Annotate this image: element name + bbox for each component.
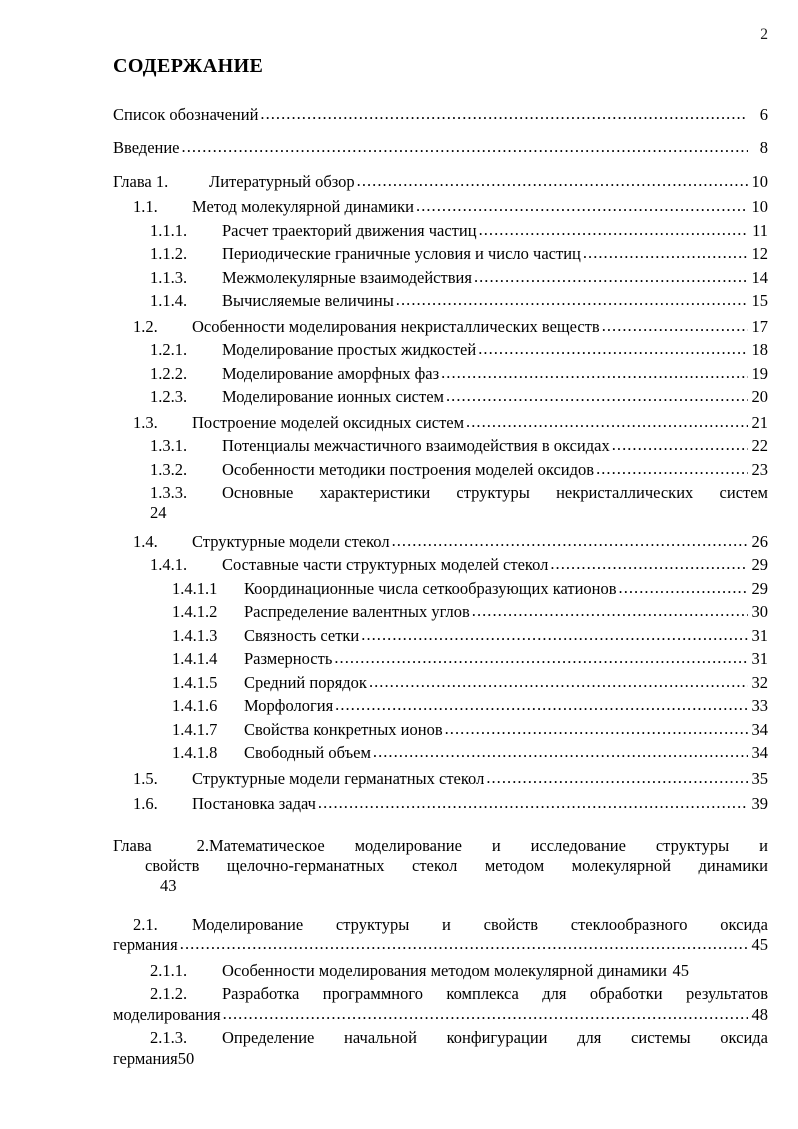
dot-leader (602, 316, 748, 335)
toc-entry-label: Постановка задач (192, 794, 316, 814)
toc-entry-number: 1.1.1. (150, 220, 188, 240)
toc-entry-number: Глава 2. (113, 835, 209, 855)
toc-entry-page: 45 (672, 960, 689, 980)
toc-entry-label: Структурные модели стекол (192, 531, 390, 551)
toc-entry-page: 34 (751, 719, 768, 739)
toc-entry-label: Потенциалы межчастичного взаимодействия в оксидах (222, 436, 610, 456)
dot-leader (335, 695, 748, 714)
toc-entry-number: 1.4.1.8 (172, 743, 218, 763)
toc-entry-label-line2: моделирования (113, 1004, 221, 1024)
toc-entry-1-3-3[interactable] (113, 483, 768, 524)
toc-entry-label: Список обозначений (113, 105, 259, 124)
toc-entry-page: 20 (751, 387, 768, 407)
toc-entry-label: Межмолекулярные взаимодействия (222, 267, 472, 287)
dot-leader (486, 768, 748, 787)
dot-leader (619, 578, 748, 597)
dot-leader (223, 1004, 748, 1023)
toc-entry-1-4-1-8[interactable] (113, 743, 768, 762)
toc-entry-page: 39 (751, 794, 768, 814)
toc-entry-label: Составные части структурных моделей стекол (222, 555, 549, 575)
toc-entry-label: Свойства конкретных ионов (244, 719, 443, 739)
toc-entry-page: 21 (751, 412, 768, 432)
toc-entry-2-1-1[interactable] (113, 961, 768, 980)
toc-entry-page: 30 (751, 602, 768, 622)
toc-entry-page: 35 (751, 768, 768, 788)
toc-entry-label: Средний порядок (244, 672, 367, 692)
toc-entry-number: 2.1. (133, 914, 158, 934)
toc-entry-label: Особенности методики построения моделей оксидов (222, 459, 595, 479)
toc-entry-label: Расчет траекторий движения частиц (222, 220, 477, 240)
toc-entry-number: 1.4.1.4 (172, 649, 218, 669)
dot-leader (596, 459, 748, 478)
toc-entry-page: 14 (751, 267, 768, 287)
toc-entry-number: Глава 1. (113, 171, 169, 191)
toc-entry-number: 1.2. (133, 316, 158, 336)
toc-entry-1-4-1[interactable] (113, 555, 768, 574)
toc-entry-1-3[interactable] (113, 413, 768, 432)
toc-entry-1-4-1-4[interactable] (113, 649, 768, 668)
toc-entry-number: 1.1.4. (150, 291, 188, 311)
toc-entry-page: 22 (751, 436, 768, 456)
toc-entry-label-line2: германия (113, 935, 178, 955)
dot-leader (361, 625, 748, 644)
toc-entry-page: 19 (751, 363, 768, 383)
toc-entry-1-2-3[interactable] (113, 387, 768, 406)
toc-entry-label: Связность сетки (244, 625, 360, 645)
toc-entry-1-4-1-1[interactable] (113, 579, 768, 598)
toc-entry-number: 1.4.1.2 (172, 602, 218, 622)
toc-entry-vvedenie[interactable] (113, 138, 768, 157)
dot-leader (260, 104, 748, 123)
toc-entry-label: Моделирование ионных систем (222, 387, 444, 407)
toc-entry-number: 1.3.1. (150, 436, 188, 456)
toc-entry-page: 17 (751, 316, 768, 336)
toc-entry-label: Особенности моделирования методом молекулярной динамики (222, 960, 667, 980)
dot-leader (472, 601, 748, 620)
toc-entry-label-line1: Определение начальной конфигурации для системы оксида (222, 1028, 768, 1048)
dot-leader (612, 435, 748, 454)
toc-entry-number: 1.4.1.7 (172, 719, 218, 739)
toc-entry-1-1-4[interactable] (113, 291, 768, 310)
dot-leader (474, 267, 748, 286)
toc-entry-2-1[interactable] (113, 915, 768, 955)
toc-entry-number: 2.1.2. (150, 984, 188, 1004)
dot-leader (466, 412, 748, 431)
toc-entry-label: Распределение валентных углов (244, 602, 470, 622)
toc-entry-1-3-2[interactable] (113, 460, 768, 479)
dot-leader (583, 243, 748, 262)
toc-entry-1-1[interactable] (113, 197, 768, 216)
toc-entry-1-5[interactable] (113, 769, 768, 788)
toc-entry-2-1-2[interactable] (113, 984, 768, 1024)
toc-entry-page: 26 (751, 531, 768, 551)
toc-entry-page: 31 (751, 625, 768, 645)
toc-entry-1-2[interactable] (113, 317, 768, 336)
toc-entry-number: 1.1.2. (150, 244, 188, 264)
toc-entry-label: Морфология (244, 696, 334, 716)
toc-content (113, 55, 768, 1069)
toc-entry-number: 1.4. (133, 531, 158, 551)
toc-entry-chapter-1[interactable] (113, 172, 768, 191)
dot-leader (445, 719, 748, 738)
toc-entry-number: 1.2.2. (150, 363, 188, 383)
toc-entry-label: Метод молекулярной динамики (192, 197, 415, 217)
dot-leader (180, 934, 748, 953)
dot-leader (318, 793, 748, 812)
toc-entry-page: 10 (751, 197, 768, 217)
toc-entry-label-line2: свойств щелочно-германатных стекол методом молекулярной динамики (145, 856, 768, 876)
toc-entry-page: 11 (752, 220, 768, 240)
toc-entry-page: 6 (759, 105, 768, 124)
dot-leader (373, 742, 748, 761)
dot-leader (369, 672, 748, 691)
dot-leader (357, 171, 748, 190)
toc-entry-page: 50 (177, 1048, 195, 1068)
toc-entry-label: Литературный обзор (209, 171, 355, 191)
dot-leader (396, 290, 748, 309)
toc-entry-number: 1.3. (133, 412, 158, 432)
toc-entry-1-4-1-3[interactable] (113, 626, 768, 645)
toc-entry-page: 29 (751, 555, 768, 575)
toc-entry-label: Построение моделей оксидных систем (192, 412, 465, 432)
toc-entry-number: 1.2.1. (150, 340, 188, 360)
toc-entry-number: 1.4.1. (150, 555, 188, 575)
toc-entry-number: 1.2.3. (150, 387, 188, 407)
toc-entry-number: 2.1.1. (150, 960, 188, 980)
toc-entry-number: 1.1. (133, 197, 158, 217)
toc-entry-1-4-1-5[interactable] (113, 673, 768, 692)
toc-entry-page: 8 (759, 138, 768, 158)
toc-entry-page: 31 (751, 649, 768, 669)
dot-leader (416, 196, 748, 215)
dot-leader (441, 363, 748, 382)
dot-leader (182, 137, 748, 156)
toc-entry-number: 1.5. (133, 768, 158, 788)
toc-entry-spisok-oboznacheniy[interactable] (113, 105, 768, 124)
toc-entry-label-line2: германия (113, 1048, 178, 1068)
toc-entry-number: 1.6. (133, 794, 158, 814)
dot-leader (478, 339, 748, 358)
toc-entry-label: Размерность (244, 649, 333, 669)
toc-entry-1-4-1-7[interactable] (113, 720, 768, 739)
toc-entry-1-2-2[interactable] (113, 364, 768, 383)
toc-entry-1-1-2[interactable] (113, 244, 768, 263)
toc-entry-1-4-1-2[interactable] (113, 602, 768, 621)
toc-entry-label: Моделирование простых жидкостей (222, 340, 477, 360)
toc-entry-2-1-3[interactable] (113, 1028, 768, 1069)
toc-entry-1-1-1[interactable] (113, 221, 768, 240)
toc-entry-label: Свободный объем (244, 743, 371, 763)
dot-leader (479, 220, 748, 239)
toc-entry-1-6[interactable] (113, 794, 768, 813)
toc-entry-number: 1.4.1.3 (172, 625, 218, 645)
toc-entry-number: 2.1.3. (150, 1028, 188, 1048)
page-title: СОДЕРЖАНИЕ (113, 55, 264, 77)
toc-entry-label: Введение (113, 138, 180, 158)
toc-entry-label-line1: Разработка программного комплекса для обработки результатов (222, 984, 768, 1004)
toc-entry-number: 1.4.1.1 (172, 578, 218, 598)
toc-entry-label: Основные характеристики структуры некристаллических систем (222, 483, 768, 503)
toc-entry-label: Вычисляемые величины (222, 291, 394, 311)
toc-entry-page: 29 (751, 578, 768, 598)
dot-leader (334, 648, 748, 667)
toc-entry-page: 33 (751, 696, 768, 716)
toc-entry-1-4-1-6[interactable] (113, 696, 768, 715)
toc-entry-label: Особенности моделирования некристаллических веществ (192, 316, 600, 336)
toc-entry-label-line1: Моделирование структуры и свойств стеклообразного оксида (192, 914, 768, 934)
toc-entry-page: 18 (751, 340, 768, 360)
toc-entry-1-2-1[interactable] (113, 340, 768, 359)
toc-entry-page: 24 (150, 503, 167, 523)
toc-entry-chapter-2[interactable] (113, 836, 768, 897)
toc-entry-1-1-3[interactable] (113, 268, 768, 287)
dot-leader (446, 386, 748, 405)
toc-entry-1-3-1[interactable] (113, 436, 768, 455)
toc-entry-number: 1.1.3. (150, 267, 188, 287)
toc-entry-page: 12 (751, 244, 768, 264)
dot-leader (550, 554, 748, 573)
toc-entry-label: Структурные модели германатных стекол (192, 768, 485, 788)
toc-entry-page: 23 (751, 459, 768, 479)
toc-entry-number: 1.4.1.6 (172, 696, 218, 716)
toc-entry-number: 1.4.1.5 (172, 672, 218, 692)
toc-entry-page: 32 (751, 672, 768, 692)
toc-entry-label-line1: Математическое моделирование и исследование структуры и (209, 835, 768, 855)
toc-entry-page: 48 (751, 1004, 768, 1024)
toc-entry-label: Координационные числа сеткообразующих катионов (244, 578, 617, 598)
toc-entry-number: 1.3.2. (150, 459, 188, 479)
toc-entry-number: 1.3.3. (150, 483, 188, 503)
toc-entry-label: Моделирование аморфных фаз (222, 363, 440, 383)
toc-entry-page: 15 (751, 291, 768, 311)
toc-entry-page: 43 (160, 876, 177, 896)
toc-entry-1-4[interactable] (113, 532, 768, 551)
toc-entry-page: 10 (751, 171, 768, 191)
toc-entry-page: 34 (751, 743, 768, 763)
toc-entry-page: 45 (751, 935, 768, 955)
page-number: 2 (760, 26, 768, 43)
dot-leader (392, 531, 748, 550)
toc-entry-label: Периодические граничные условия и число частиц (222, 244, 581, 264)
